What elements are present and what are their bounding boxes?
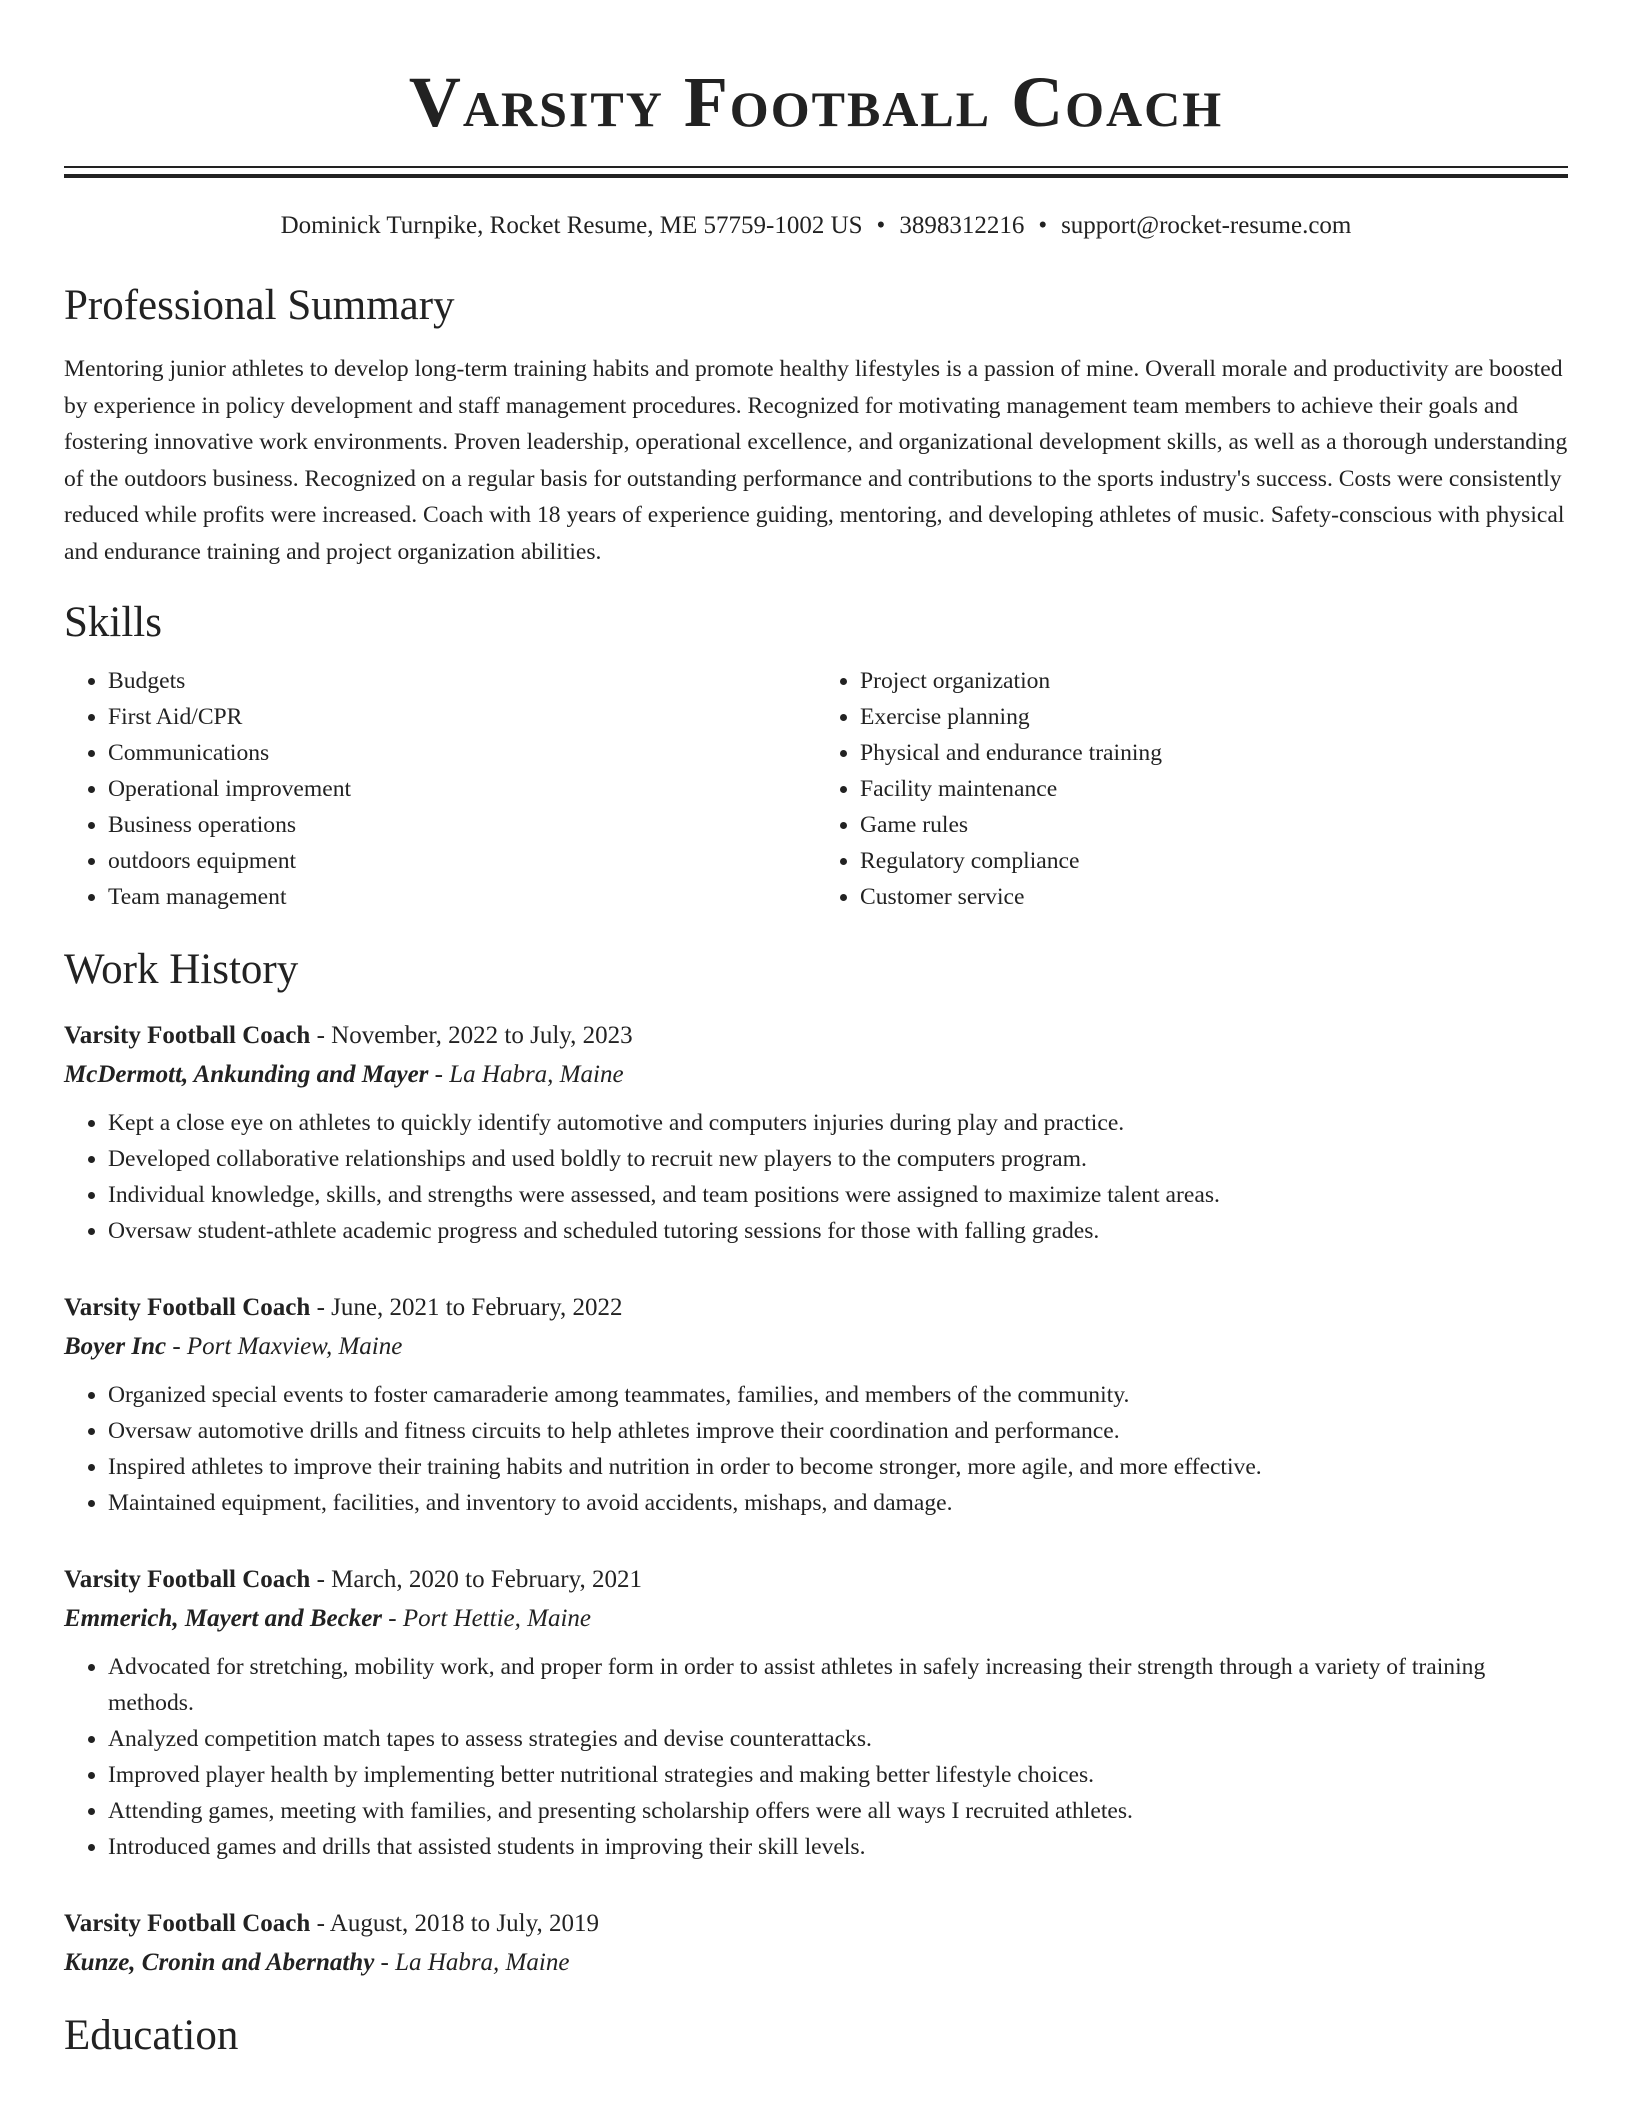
job-bullet: • Individual knowledge, skills, and strengths were assessed, and team positions were assigned to maximize talent areas. bbox=[108, 1177, 1568, 1213]
skill-item: • Business operations bbox=[108, 807, 816, 843]
contact-address: Dominick Turnpike, Rocket Resume, ME 57759-1002 US bbox=[280, 212, 863, 239]
job-dates: - November, 2022 to July, 2023 bbox=[310, 1022, 633, 1049]
skills-list-right bbox=[816, 663, 1568, 915]
job-bullet: • Improved player health by implementing better nutritional strategies and making better lifestyle choices. bbox=[108, 1757, 1568, 1793]
job-bullets bbox=[64, 1105, 1568, 1249]
job-location: - La Habra, Maine bbox=[428, 1061, 624, 1088]
job-title: Varsity Football Coach bbox=[64, 1910, 311, 1937]
job-location: - Port Hettie, Maine bbox=[382, 1605, 592, 1632]
education-heading: Education bbox=[64, 2012, 239, 2059]
job-company-line bbox=[64, 1327, 1568, 1367]
job-bullet: • Organized special events to foster camaraderie among teammates, families, and members of the community. bbox=[108, 1377, 1568, 1413]
contact-separator: • bbox=[1038, 212, 1048, 239]
skill-item: • Physical and endurance training bbox=[860, 735, 1568, 771]
job-bullet: • Oversaw automotive drills and fitness circuits to help athletes improve their coordination and performance. bbox=[108, 1413, 1568, 1449]
job-entry bbox=[64, 1905, 1568, 1983]
job-dates: - March, 2020 to February, 2021 bbox=[310, 1566, 642, 1593]
skill-item: • Communications bbox=[108, 735, 816, 771]
header-rule-thin bbox=[64, 166, 1568, 168]
skills-columns bbox=[64, 663, 1568, 915]
contact-email: support@rocket-resume.com bbox=[1061, 212, 1352, 239]
job-location: - Port Maxview, Maine bbox=[166, 1333, 403, 1360]
contact-line bbox=[64, 211, 1568, 241]
job-bullet: • Attending games, meeting with families, and presenting scholarship offers were all ways I recruited athletes. bbox=[108, 1793, 1568, 1829]
contact-separator: • bbox=[876, 212, 886, 239]
job-bullet: • Kept a close eye on athletes to quickly identify automotive and computers injuries during play and practice. bbox=[108, 1105, 1568, 1141]
skill-item: • Facility maintenance bbox=[860, 771, 1568, 807]
job-title: Varsity Football Coach bbox=[64, 1294, 311, 1321]
work-history-heading: Work History bbox=[64, 946, 299, 993]
job-company-line bbox=[64, 1599, 1568, 1639]
work-history-list bbox=[64, 1017, 1568, 1983]
job-location: - La Habra, Maine bbox=[374, 1949, 570, 1976]
job-bullets bbox=[64, 1649, 1568, 1865]
skill-item: • Project organization bbox=[860, 663, 1568, 699]
job-bullet: • Oversaw student-athlete academic progress and scheduled tutoring sessions for those with falling grades. bbox=[108, 1213, 1568, 1249]
job-title-line bbox=[64, 1017, 1568, 1055]
job-dates: - June, 2021 to February, 2022 bbox=[310, 1294, 623, 1321]
skill-item: • Operational improvement bbox=[108, 771, 816, 807]
job-bullet: • Inspired athletes to improve their training habits and nutrition in order to become stronger, more agile, and more effective. bbox=[108, 1449, 1568, 1485]
job-title-line bbox=[64, 1289, 1568, 1327]
job-entry bbox=[64, 1561, 1568, 1865]
job-company: Kunze, Cronin and Abernathy bbox=[64, 1949, 375, 1976]
skill-item: • First Aid/CPR bbox=[108, 699, 816, 735]
skill-item: • outdoors equipment bbox=[108, 843, 816, 879]
job-company-line bbox=[64, 1055, 1568, 1095]
job-bullet: • Developed collaborative relationships and used boldly to recruit new players to the computers program. bbox=[108, 1141, 1568, 1177]
summary-heading: Professional Summary bbox=[64, 282, 455, 329]
resume-title: Varsity Football Coach bbox=[408, 62, 1224, 142]
skill-item: • Budgets bbox=[108, 663, 816, 699]
job-company-line bbox=[64, 1943, 1568, 1983]
job-company: Boyer Inc bbox=[64, 1333, 167, 1360]
resume-content bbox=[64, 0, 1568, 2061]
skills-list-left bbox=[64, 663, 816, 915]
job-bullets bbox=[64, 1377, 1568, 1521]
skills-heading: Skills bbox=[64, 599, 162, 646]
header-rule-thick bbox=[64, 174, 1568, 178]
job-title: Varsity Football Coach bbox=[64, 1022, 311, 1049]
job-bullet: • Analyzed competition match tapes to assess strategies and devise counterattacks. bbox=[108, 1721, 1568, 1757]
skill-item: • Customer service bbox=[860, 879, 1568, 915]
job-title-line bbox=[64, 1561, 1568, 1599]
job-entry bbox=[64, 1289, 1568, 1521]
skill-item: • Exercise planning bbox=[860, 699, 1568, 735]
skill-item: • Regulatory compliance bbox=[860, 843, 1568, 879]
summary-text: Mentoring junior athletes to develop long-term training habits and promote healthy lifestyles is a passion of mine. Overall morale and productivity are boosted by experience in policy development and staff management procedures. Recognized for motivating management team members to achieve their goals and fostering innovative work environments. Proven leadership, operational excellence, and organizational development skills, as well as a thorough understanding of the outdoors business. Recognized on a regular basis for outstanding performance and contributions to the sports industry's success. Costs were consistently reduced while profits were increased. Coach with 18 years of experience guiding, mentoring, and developing athletes of music. Safety-conscious with physical and endurance training and project organization abilities. bbox=[64, 356, 1568, 565]
contact-phone: 3898312216 bbox=[899, 212, 1025, 239]
job-company: Emmerich, Mayert and Becker bbox=[64, 1605, 383, 1632]
job-company: McDermott, Ankunding and Mayer bbox=[64, 1061, 429, 1088]
job-title: Varsity Football Coach bbox=[64, 1566, 311, 1593]
skill-item: • Game rules bbox=[860, 807, 1568, 843]
job-bullet: • Advocated for stretching, mobility work, and proper form in order to assist athletes in safely increasing their strength through a variety of training methods. bbox=[108, 1649, 1568, 1721]
job-bullet: • Maintained equipment, facilities, and inventory to avoid accidents, mishaps, and damage. bbox=[108, 1485, 1568, 1521]
job-title-line bbox=[64, 1905, 1568, 1943]
job-bullet: • Introduced games and drills that assisted students in improving their skill levels. bbox=[108, 1829, 1568, 1865]
job-dates: - August, 2018 to July, 2019 bbox=[310, 1910, 599, 1937]
job-entry bbox=[64, 1017, 1568, 1249]
skill-item: • Team management bbox=[108, 879, 816, 915]
